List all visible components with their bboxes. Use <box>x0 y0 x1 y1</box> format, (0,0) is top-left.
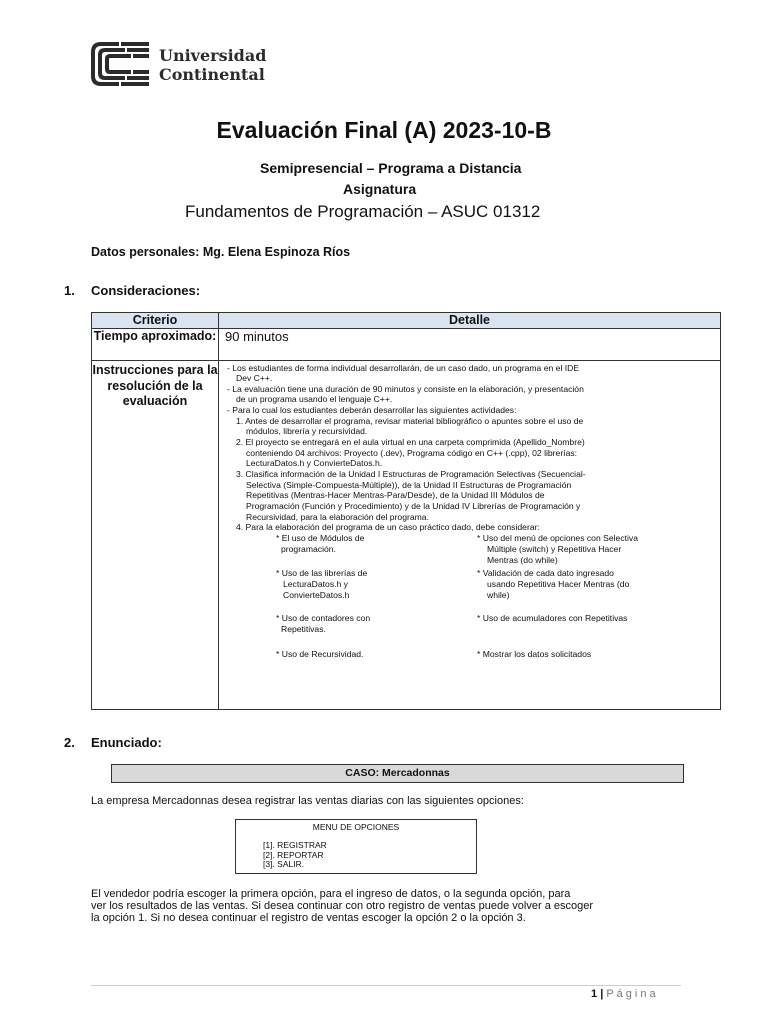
datos-personales: Datos personales: Mg. Elena Espinoza Ríos <box>91 245 351 259</box>
instr-line: Repetitivas (Mentras-Hacer Mentras-Para/Desde), de la Unidad III Módulos de <box>246 490 545 500</box>
detalle-tiempo: 90 minutos <box>219 329 721 361</box>
caso-bar: CASO: Mercadonnas <box>111 764 684 783</box>
section1-title: Consideraciones: <box>91 283 201 298</box>
header-detalle: Detalle <box>219 313 721 329</box>
university-logo-icon <box>91 42 153 86</box>
instr-line: - Los estudiantes de forma individual desarrollarán, de un caso dado, un programa en el IDE <box>227 363 580 373</box>
page-number: 1 <box>591 988 598 1000</box>
footer-separator: | <box>600 988 604 1000</box>
section2-title: Enunciado: <box>91 735 162 750</box>
right-item: usando Repetitiva Hacer Mentras (do <box>487 579 630 589</box>
instr-line: 4. Para la elaboración del programa de un caso práctico dado, debe considerar: <box>236 522 540 532</box>
instr-line: conteniendo 04 archivos: Proyecto (.dev), Programa código en C++ (.cpp), 02 librerías: <box>246 448 578 458</box>
left-item: ConvierteDatos.h <box>283 590 350 600</box>
menu-item: [2]. REPORTAR <box>263 849 324 860</box>
right-item: Múltiple (switch) y Repetitiva Hacer <box>487 544 622 554</box>
subtitle-mode: Semipresencial – Programa a Distancia <box>260 160 522 176</box>
instr-line: Programación (Función y Procedimiento) y de la Unidad IV Librerías de Programación y <box>246 501 581 511</box>
closing-line: ver los resultados de las ventas. Si desea continuar con otro registro de ventas puede volver a escoger <box>91 900 594 912</box>
right-item: * Validación de cada dato ingresado <box>477 568 614 578</box>
table-row <box>92 329 721 361</box>
instr-line: 2. El proyecto se entregará en el aula virtual en una carpeta comprimida (Apellido_Nombre) <box>236 437 585 447</box>
instr-line: de un programa usando el lenguaje C++. <box>236 394 393 404</box>
menu-item: [1]. REGISTRAR <box>263 840 327 850</box>
instr-line: Dev C++. <box>236 373 273 383</box>
section1-number: 1. <box>64 283 75 298</box>
instr-line: módulos, librería y recursividad. <box>246 426 368 436</box>
criterio-tiempo: Tiempo aproximado: <box>92 329 219 361</box>
page-title: Evaluación Final (A) 2023-10-B <box>216 117 552 143</box>
table-row <box>92 361 721 710</box>
instr-line: 1. Antes de desarrollar el programa, revisar material bibliográfico o apuntes sobre el uso de <box>236 416 584 426</box>
footer-divider <box>91 985 681 986</box>
closing-line: El vendedor podría escoger la primera opción, para el ingreso de datos, o la segunda opción, para <box>91 888 571 900</box>
instr-line: 3. Clasifica información de la Unidad I Estructuras de Programación Selectivas (Secuencial- <box>236 469 586 479</box>
instr-line: LecturaDatos.h y ConvierteDatos.h. <box>246 458 383 468</box>
left-item: * Uso de Recursividad. <box>276 649 364 659</box>
logo <box>91 42 267 86</box>
left-item: * Uso de las librerías de <box>276 568 368 578</box>
logo-line2: Continental <box>159 65 265 84</box>
instr-line: - La evaluación tiene una duración de 90 minutos y consiste en la elaboración, y presentación <box>227 384 584 394</box>
subtitle-asignatura: Asignatura <box>343 181 417 197</box>
right-item: while) <box>487 590 510 600</box>
right-item: * Uso de acumuladores con Repetitivas <box>477 613 628 623</box>
detalle-instrucciones <box>219 361 721 710</box>
right-item: * Mostrar los datos solicitados <box>477 649 592 659</box>
menu-box <box>235 819 477 874</box>
instr-line: Recursividad, para la elaboración del programa. <box>246 512 429 522</box>
instr-line: - Para lo cual los estudiantes deberán desarrollar las siguientes actividades: <box>227 405 517 415</box>
instr-line: Selectiva (Simple-Compuesta-Múltiple)), de la Unidad II Estructuras de Programación <box>246 480 572 490</box>
intro-paragraph: La empresa Mercadonnas desea registrar las ventas diarias con las siguientes opciones: <box>91 795 524 807</box>
left-item: * Uso de contadores con <box>276 613 371 623</box>
left-item: * El uso de Módulos de <box>276 533 365 543</box>
right-item: * Uso del menú de opciones con Selectiva <box>477 533 638 543</box>
menu-item: [3]. SALIR. <box>263 859 305 869</box>
closing-line: la opción 1. Si no desea continuar el registro de ventas escoger la opción 2 o la opción 3. <box>91 912 526 924</box>
left-item: Repetitivas. <box>281 624 326 634</box>
closing-paragraph <box>91 888 593 924</box>
criterio-instrucciones: Instrucciones para la resolución de la evaluación <box>92 361 219 710</box>
header-criterio: Criterio <box>92 313 219 329</box>
subtitle-course: Fundamentos de Programación – ASUC 01312 <box>185 202 541 221</box>
menu-title: MENU DE OPCIONES <box>312 822 400 832</box>
logo-line1: Universidad <box>159 46 267 65</box>
criteria-table <box>91 312 721 710</box>
page-footer <box>591 988 659 1000</box>
left-item: LecturaDatos.h y <box>283 579 348 589</box>
right-item: Mentras (do while) <box>487 555 558 565</box>
table-header-row <box>92 313 721 329</box>
section2-number: 2. <box>64 735 75 750</box>
left-item: programación. <box>281 544 336 554</box>
footer-label: Página <box>606 988 659 1000</box>
